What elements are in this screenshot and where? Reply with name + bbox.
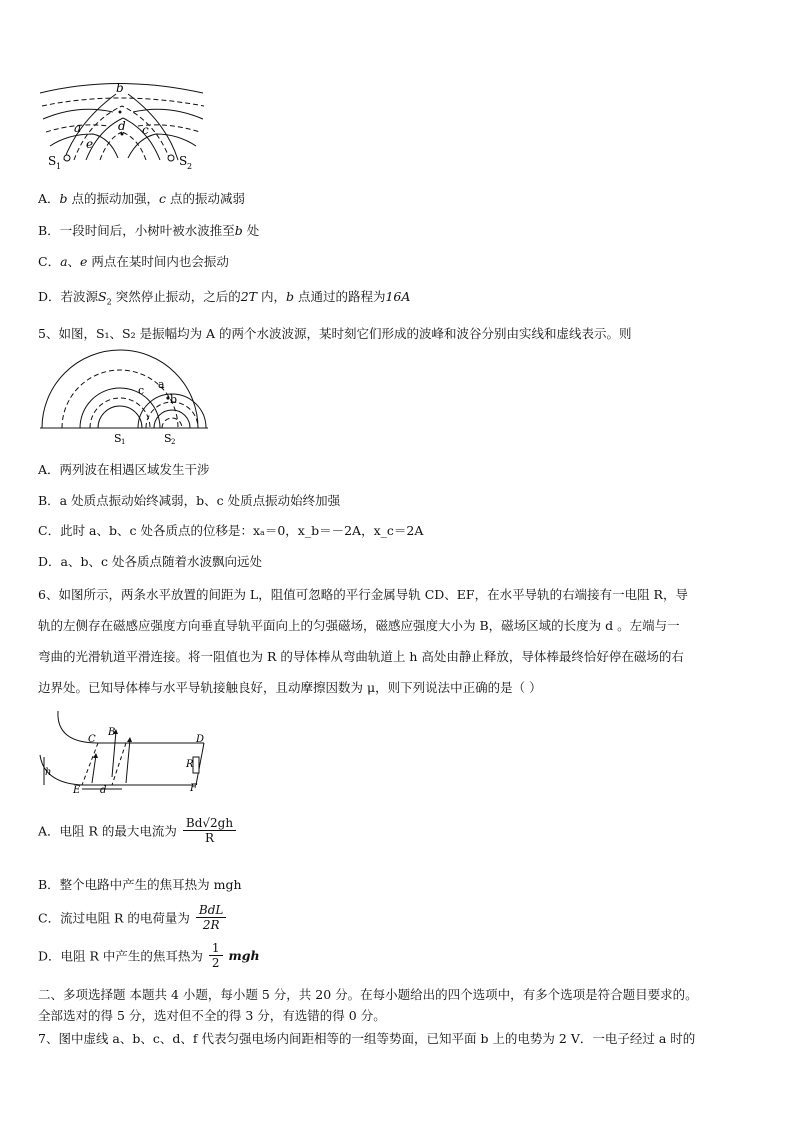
svg-text:2: 2 xyxy=(187,162,193,171)
section-2-heading-line-1: 二、多项选择题 本题共 4 小题，每小题 5 分，共 20 分。在每小题给出的四个选项中，有多个选项是符合题目要求的。 xyxy=(38,987,698,1002)
section-2-heading-line-2: 全部选对的得 5 分，选对但不全的得 3 分，有选错的得 0 分。 xyxy=(38,1008,386,1023)
svg-text:R: R xyxy=(186,759,194,770)
source-s2-label: S xyxy=(179,154,188,168)
svg-text:b: b xyxy=(170,393,178,406)
q5-option-d: D．a、b、c 处各质点随着水波飘向远处 xyxy=(38,554,262,569)
point-c-label: c xyxy=(142,123,149,137)
q6-stem-line-4: 边界处。已知导体棒与水平导轨接触良好，且动摩擦因数为 μ，则下列说法中正确的是（ ） xyxy=(38,680,542,695)
svg-text:E: E xyxy=(73,785,81,796)
svg-text:B: B xyxy=(108,727,116,738)
svg-text:2: 2 xyxy=(171,438,176,446)
svg-text:h: h xyxy=(45,767,52,778)
q4-wave-figure xyxy=(38,82,208,174)
svg-text:S: S xyxy=(114,432,122,445)
q4-option-d: D．若波源$S_2$ 突然停止振动，之后的2T 内，b 点通过的路程为16A xyxy=(38,289,411,307)
svg-text:D: D xyxy=(196,734,205,745)
q6-rail-figure xyxy=(36,707,216,799)
q4-option-b: B．一段时间后，小树叶被水波推至b 处 xyxy=(38,223,260,238)
q6-option-c: C．流过电阻 R 的电荷量为 $\frac{\text{BdL}}{2R}$ xyxy=(38,903,228,932)
q5-option-a: A．两列波在相遇区域发生干涉 xyxy=(38,462,210,477)
source-s1-label: S xyxy=(48,154,57,168)
point-a-label: a xyxy=(74,121,82,135)
point-d-label: d xyxy=(118,119,126,133)
q6-stem-line-3: 弯曲的光滑轨道平滑连接。将一阻值也为 R 的导体棒从弯曲轨道上 h 高处由静止释放，导体棒最终恰好停在磁场的右 xyxy=(38,649,684,664)
q4-option-a: A．b 点的振动加强，c 点的振动减弱 xyxy=(38,191,246,206)
q6-option-d: D．电阻 R 中产生的焦耳热为 $\frac{1}{2}$ mgh xyxy=(38,941,260,970)
q6-option-a: A．电阻 R 的最大电流为 $\frac{Bd√2gh}{R}$ xyxy=(38,816,238,845)
q5-stem: 5、如图，S₁、S₂ 是振幅均为 A 的两个水波波源，某时刻它们形成的波峰和波谷分别由实线和虚线表示。则 xyxy=(38,326,632,341)
q4-option-c: C．a、e 两点在某时间内也会振动 xyxy=(38,254,229,269)
svg-text:a: a xyxy=(158,378,165,391)
point-b-label: b xyxy=(116,82,124,95)
q5-option-b: B．a 处质点振动始终减弱，b、c 处质点振动始终加强 xyxy=(38,493,341,508)
svg-text:1: 1 xyxy=(56,162,62,171)
svg-text:S: S xyxy=(164,432,172,445)
svg-text:1: 1 xyxy=(121,438,126,446)
q6-stem-line-1: 6、如图所示，两条水平放置的间距为 L，阻值可忽略的平行金属导轨 CD、EF，在水平导轨的右端接有一电阻 R，导 xyxy=(38,587,688,602)
svg-text:F: F xyxy=(190,783,197,794)
point-e-label: e xyxy=(86,137,94,151)
q6-option-b: B．整个电路中产生的焦耳热为 mgh xyxy=(38,877,242,892)
svg-text:c: c xyxy=(138,384,145,397)
q7-stem: 7、图中虚线 a、b、c、d、f 代表匀强电场内间距相等的一组等势面，已知平面 b 上的电势为 2 V．一电子经过 a 时的 xyxy=(38,1031,696,1046)
svg-text:d: d xyxy=(100,785,107,796)
q5-option-c: C．此时 a、b、c 处各质点的位移是：xₐ＝0，x_b＝－2A，x_c＝2A xyxy=(38,523,424,538)
svg-text:C: C xyxy=(88,734,96,745)
q6-stem-line-2: 轨的左侧存在磁感应强度方向垂直导轨平面向上的匀强磁场，磁感应强度大小为 B，磁场区域的长度为 d 。左端与一 xyxy=(38,618,680,633)
q5-wave-figure xyxy=(38,346,210,446)
